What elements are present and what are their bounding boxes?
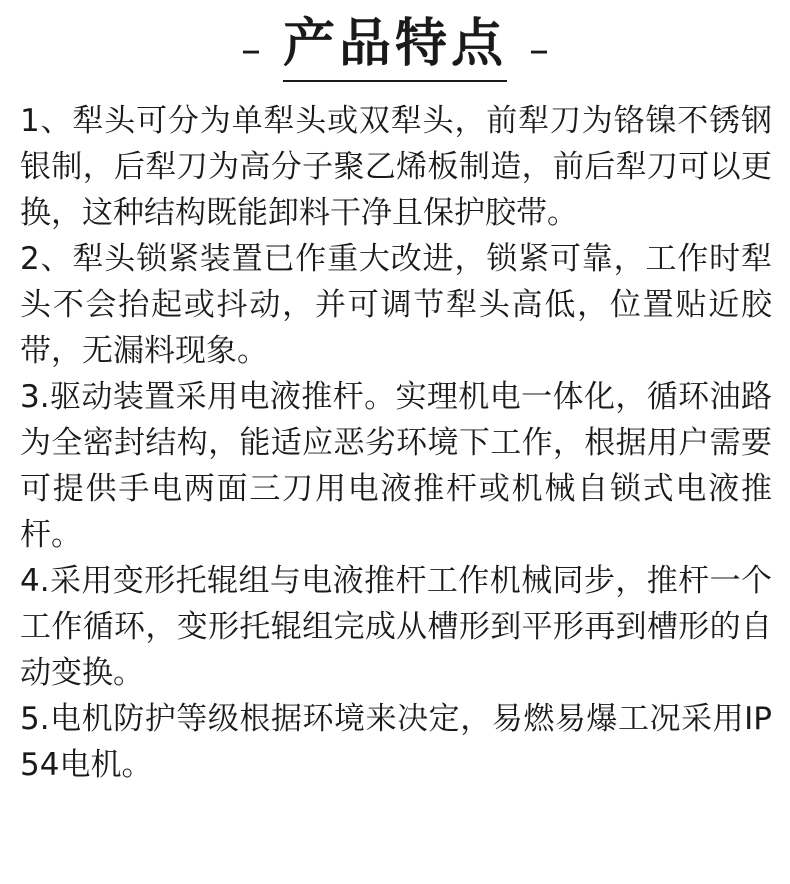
- title-dash-left: –: [240, 27, 261, 73]
- feature-item-2: 2、犁头锁紧装置已作重大改进，锁紧可靠，工作时犁头不会抬起或抖动，并可调节犁头高低，位置贴近胶带，无漏料现象。: [20, 241, 772, 369]
- feature-item-3: 3.驱动装置采用电液推杆。实理机电一体化，循环油路为全密封结构，能适应恶劣环境下工作，根据用户需要可提供手电两面三刀用电液推杆或机械自锁式电液推杆。: [20, 379, 772, 553]
- title-row: [0, 14, 790, 86]
- page-title: 产品特点: [283, 18, 507, 82]
- feature-item-5: 5.电机防护等级根据环境来决定，易燃易爆工况采用IP54电机。: [20, 701, 772, 783]
- feature-item-4: 4.采用变形托辊组与电液推杆工作机械同步，推杆一个工作循环，变形托辊组完成从槽形到平形再到槽形的自动变换。: [20, 563, 772, 691]
- feature-item-1: 1、犁头可分为单犁头或双犁头，前犁刀为铬镍不锈钢银制，后犁刀为高分子聚乙烯板制造，前后犁刀可以更换，这种结构既能卸料干净且保护胶带。: [20, 103, 772, 231]
- feature-list: [20, 98, 772, 788]
- title-dash-right: –: [529, 27, 549, 73]
